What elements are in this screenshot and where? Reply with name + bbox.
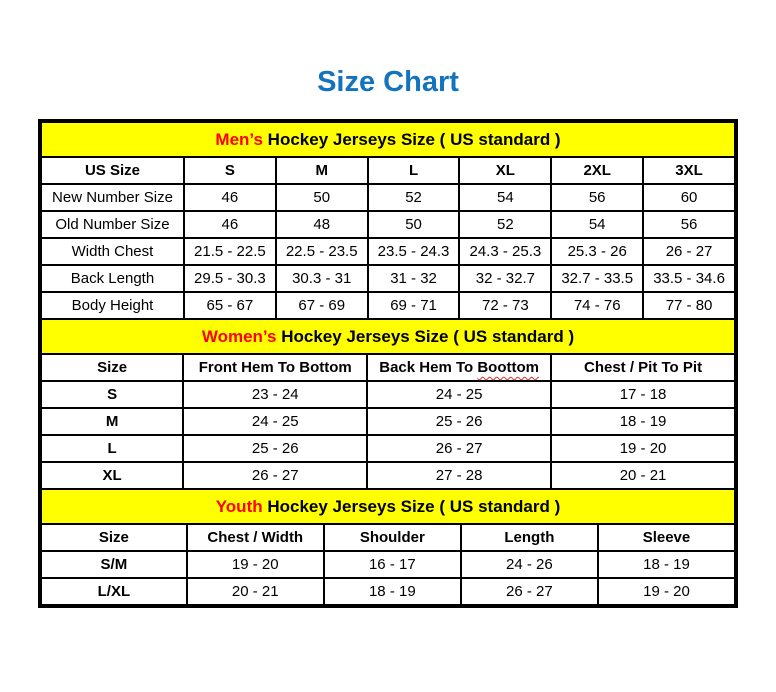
womens-row-label: S: [41, 381, 183, 408]
youth-section-band: Youth Hockey Jerseys Size ( US standard ): [41, 489, 735, 524]
mens-data-cell: 29.5 - 30.3: [184, 265, 276, 292]
womens-column-header: Size: [41, 354, 183, 381]
womens-band-accent-word: Women’s: [201, 326, 277, 346]
mens-data-cell: 48: [276, 211, 368, 238]
womens-row-label: XL: [41, 462, 183, 489]
mens-data-cell: 67 - 69: [276, 292, 368, 319]
mens-table-row: [41, 211, 735, 238]
mens-table-row: [41, 238, 735, 265]
womens-data-cell: 24 - 25: [367, 381, 551, 408]
womens-data-cell: 19 - 20: [551, 435, 735, 462]
page-title: Size Chart: [317, 66, 459, 98]
mens-table-row: [41, 184, 735, 211]
womens-row-label: L: [41, 435, 183, 462]
mens-data-cell: 46: [184, 211, 276, 238]
womens-column-header: Front Hem To Bottom: [183, 354, 367, 381]
mens-column-header: XL: [459, 157, 551, 184]
mens-row-label: Old Number Size: [41, 211, 184, 238]
womens-row-label: M: [41, 408, 183, 435]
womens-section-band: Women’s Hockey Jerseys Size ( US standard ): [41, 319, 735, 354]
youth-data-cell: 18 - 19: [598, 551, 735, 578]
mens-column-header: 3XL: [643, 157, 735, 184]
mens-data-cell: 23.5 - 24.3: [368, 238, 460, 265]
mens-data-cell: 33.5 - 34.6: [643, 265, 735, 292]
womens-data-cell: 26 - 27: [367, 435, 551, 462]
mens-column-header: 2XL: [551, 157, 643, 184]
youth-data-cell: 20 - 21: [187, 578, 324, 605]
mens-data-cell: 46: [184, 184, 276, 211]
mens-data-cell: 32 - 32.7: [459, 265, 551, 292]
mens-section-band: Men’s Hockey Jerseys Size ( US standard ): [41, 122, 735, 157]
womens-table-row: [41, 408, 735, 435]
mens-data-cell: 69 - 71: [368, 292, 460, 319]
womens-data-cell: 25 - 26: [183, 435, 367, 462]
youth-table-row: [41, 551, 735, 578]
mens-column-header: L: [368, 157, 460, 184]
mens-data-cell: 50: [368, 211, 460, 238]
youth-column-header: Length: [461, 524, 598, 551]
womens-column-header: Back Hem To Boottom: [367, 354, 551, 381]
mens-data-cell: 22.5 - 23.5: [276, 238, 368, 265]
mens-column-header: M: [276, 157, 368, 184]
youth-band-accent-word: Youth: [215, 496, 263, 516]
womens-table-row: [41, 381, 735, 408]
spellcheck-underlined-word: Boottom: [477, 358, 539, 376]
mens-column-header: S: [184, 157, 276, 184]
womens-data-cell: 24 - 25: [183, 408, 367, 435]
womens-data-cell: 25 - 26: [367, 408, 551, 435]
youth-column-header: Size: [41, 524, 187, 551]
mens-table-row: [41, 265, 735, 292]
mens-data-cell: 77 - 80: [643, 292, 735, 319]
mens-data-cell: 72 - 73: [459, 292, 551, 319]
womens-data-cell: 27 - 28: [367, 462, 551, 489]
mens-row-label: Back Length: [41, 265, 184, 292]
mens-data-cell: 52: [368, 184, 460, 211]
mens-row-label: New Number Size: [41, 184, 184, 211]
size-chart-table-group: [38, 119, 738, 608]
youth-column-header: Chest / Width: [187, 524, 324, 551]
mens-data-cell: 30.3 - 31: [276, 265, 368, 292]
mens-data-cell: 60: [643, 184, 735, 211]
mens-column-header: US Size: [41, 157, 184, 184]
youth-data-cell: 26 - 27: [461, 578, 598, 605]
mens-row-label: Body Height: [41, 292, 184, 319]
womens-data-cell: 20 - 21: [551, 462, 735, 489]
mens-band-accent-word: Men’s: [215, 129, 263, 149]
womens-data-cell: 17 - 18: [551, 381, 735, 408]
mens-data-cell: 56: [551, 184, 643, 211]
youth-data-cell: 24 - 26: [461, 551, 598, 578]
youth-data-cell: 19 - 20: [187, 551, 324, 578]
youth-data-cell: 19 - 20: [598, 578, 735, 605]
womens-size-table: [40, 318, 736, 490]
mens-data-cell: 25.3 - 26: [551, 238, 643, 265]
mens-data-cell: 32.7 - 33.5: [551, 265, 643, 292]
womens-table-row: [41, 462, 735, 489]
mens-data-cell: 74 - 76: [551, 292, 643, 319]
mens-row-label: Width Chest: [41, 238, 184, 265]
mens-table-row: [41, 292, 735, 319]
mens-data-cell: 31 - 32: [368, 265, 460, 292]
womens-column-header: Chest / Pit To Pit: [551, 354, 735, 381]
youth-row-label: S/M: [41, 551, 187, 578]
mens-data-cell: 50: [276, 184, 368, 211]
youth-data-cell: 16 - 17: [324, 551, 461, 578]
mens-data-cell: 54: [459, 184, 551, 211]
youth-data-cell: 18 - 19: [324, 578, 461, 605]
youth-column-header: Shoulder: [324, 524, 461, 551]
womens-data-cell: 26 - 27: [183, 462, 367, 489]
mens-data-cell: 52: [459, 211, 551, 238]
mens-data-cell: 24.3 - 25.3: [459, 238, 551, 265]
mens-data-cell: 26 - 27: [643, 238, 735, 265]
youth-row-label: L/XL: [41, 578, 187, 605]
mens-data-cell: 56: [643, 211, 735, 238]
mens-data-cell: 54: [551, 211, 643, 238]
womens-table-row: [41, 435, 735, 462]
mens-data-cell: 21.5 - 22.5: [184, 238, 276, 265]
mens-data-cell: 65 - 67: [184, 292, 276, 319]
youth-column-header: Sleeve: [598, 524, 735, 551]
womens-data-cell: 23 - 24: [183, 381, 367, 408]
youth-table-row: [41, 578, 735, 605]
womens-data-cell: 18 - 19: [551, 408, 735, 435]
mens-size-table: [40, 121, 736, 320]
youth-size-table: [40, 488, 736, 606]
